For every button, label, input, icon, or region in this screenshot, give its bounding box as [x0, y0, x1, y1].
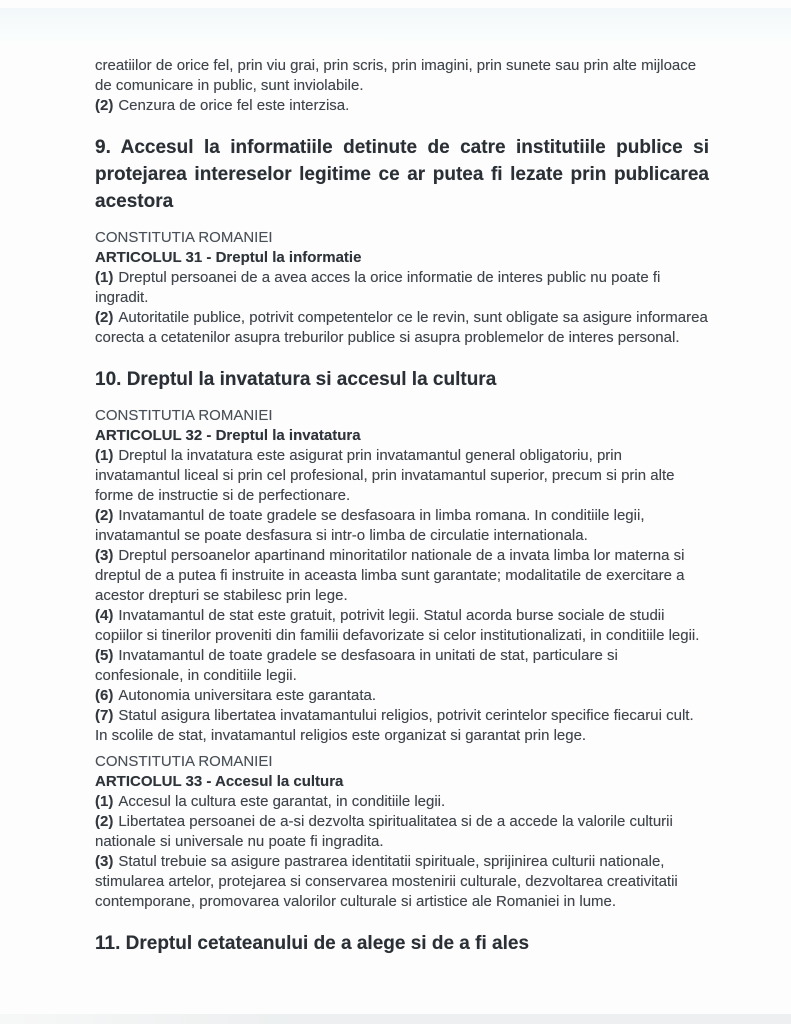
article-31	[95, 228, 709, 348]
article-source-label: CONSTITUTIA ROMANIEI	[95, 407, 273, 424]
paragraph-number: (2)	[95, 507, 114, 524]
paragraph-number: (4)	[95, 607, 114, 624]
paragraph-number: (6)	[95, 687, 114, 704]
paragraph-text: Dreptul la invatatura este asigurat prin invatamantul general obligatoriu, prin invatamantul liceal si prin cel profesional, prin invatamantul superior, precum si prin alte forme de instructie si de perfectionare.	[95, 447, 675, 504]
article-paragraph	[95, 268, 709, 308]
paragraph-number: (1)	[95, 269, 114, 286]
paragraph-number: (7)	[95, 707, 114, 724]
paragraph-continuation: creatiilor de orice fel, prin viu grai, prin scris, prin imagini, prin sunete sau prin alte mijloace de comunicare in public, sunt inviolabile.	[95, 57, 697, 94]
paragraph-text: Dreptul persoanei de a avea acces la orice informatie de interes public nu poate fi ingradit.	[95, 269, 661, 306]
article-source-label: CONSTITUTIA ROMANIEI	[95, 753, 273, 770]
paragraph-text: Invatamantul de toate gradele se desfasoara in limba romana. In conditiile legii, invatamantul se poate desfasura si intr-o limba de circulatie internationala.	[95, 507, 645, 544]
article-paragraph	[95, 852, 709, 912]
section-heading-10: 10. Dreptul la invatatura si accesul la cultura	[95, 369, 497, 390]
paragraph-number: (3)	[95, 853, 114, 870]
article-paragraph	[95, 506, 709, 546]
article-paragraph	[95, 96, 709, 116]
article-paragraph	[95, 308, 709, 348]
paragraph-number: (3)	[95, 547, 114, 564]
article-paragraph	[95, 792, 709, 812]
article-title: ARTICOLUL 31 - Dreptul la informatie	[95, 249, 362, 266]
paragraph-text: Statul trebuie sa asigure pastrarea identitatii spirituale, sprijinirea culturii nationale, stimularea artelor, protejarea si conservarea mostenirii culturale, dezvoltarea creativitatii contemporane, promovarea valorilor culturale si artistice ale Romaniei in lume.	[95, 853, 678, 910]
scan-artifact-bottom-band	[0, 1014, 791, 1024]
paragraph-text: Autoritatile publice, potrivit competentelor ce le revin, sunt obligate sa asigure informarea corecta a cetatenilor asupra treburilor publice si asupra problemelor de interes personal.	[95, 309, 708, 346]
article-paragraph	[95, 606, 709, 646]
article-paragraph	[95, 546, 709, 606]
paragraph-number: (1)	[95, 447, 114, 464]
paragraph-number: (2)	[95, 309, 114, 326]
paragraph-number: (5)	[95, 647, 114, 664]
paragraph-number: (2)	[95, 97, 114, 114]
paragraph-text: Accesul la cultura este garantat, in conditiile legii.	[118, 793, 446, 810]
section-heading-9: 9. Accesul la informatiile detinute de catre institutiile publice si protejarea intereselor legitime ce ar putea fi lezate prin publicarea acestora	[95, 137, 709, 212]
paragraph-text: Cenzura de orice fel este interzisa.	[118, 97, 350, 114]
article-paragraph	[95, 646, 709, 686]
paragraph-text: Invatamantul de toate gradele se desfasoara in unitati de stat, particulare si confesionale, in conditiile legii.	[95, 647, 618, 684]
article-33	[95, 752, 709, 912]
paragraph-text: Invatamantul de stat este gratuit, potrivit legii. Statul acorda burse sociale de studii copiilor si tinerilor proveniti din familii defavorizate si celor institutionalizati, in conditiile legii.	[95, 607, 700, 644]
article-title: ARTICOLUL 32 - Dreptul la invatatura	[95, 427, 361, 444]
article-paragraph	[95, 812, 709, 852]
article-source-label: CONSTITUTIA ROMANIEI	[95, 229, 273, 246]
paragraph-text: Autonomia universitara este garantata.	[118, 687, 376, 704]
paragraph-text: Dreptul persoanelor apartinand minoritatilor nationale de a invata limba lor materna si dreptul de a putea fi instruite in aceasta limba sunt garantate; modalitatile de exercitare a acestor drepturi se stabilesc prin lege.	[95, 547, 685, 604]
paragraph-number: (1)	[95, 793, 114, 810]
article-title: ARTICOLUL 33 - Accesul la cultura	[95, 773, 344, 790]
article-paragraph	[95, 706, 709, 746]
article-paragraph	[95, 446, 709, 506]
paragraph-number: (2)	[95, 813, 114, 830]
article-32	[95, 406, 709, 746]
article-paragraph	[95, 686, 709, 706]
section-heading-11: 11. Dreptul cetateanului de a alege si de a fi ales	[95, 933, 530, 954]
paragraph-text: Libertatea persoanei de a-si dezvolta spiritualitatea si de a accede la valorile culturii nationale si universale nu poate fi ingradita.	[95, 813, 673, 850]
paragraph-text: Statul asigura libertatea invatamantului religios, potrivit cerintelor specifice fiecarui cult. In scolile de stat, invatamantul religios este organizat si garantat prin lege.	[95, 707, 694, 744]
